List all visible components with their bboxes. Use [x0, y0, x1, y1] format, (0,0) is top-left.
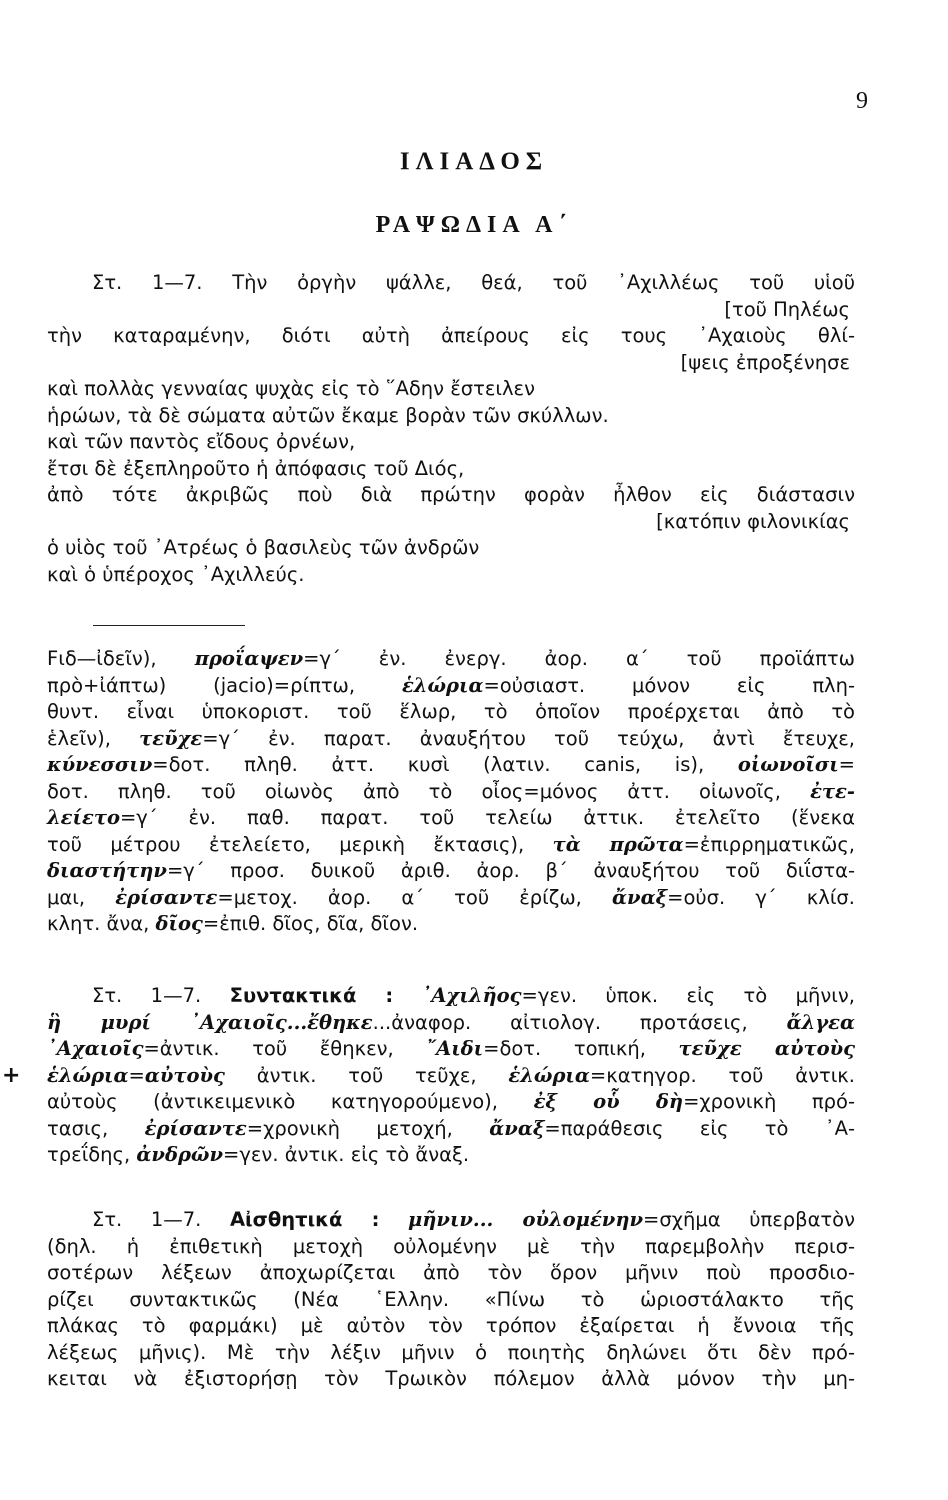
book-title: ΙΛΙΑΔΟΣ [399, 148, 549, 175]
glossary-line: πρὸ+ἰάπτω) (jacio)=ρίπτω, ἑλώρια=οὐσιαστ. μόνον εἰς πλη- [47, 673, 855, 697]
glossary-section [47, 646, 855, 938]
glossary-line: Fιδ—ἰδεῖν), προΐαψεν=γ΄ ἐν. ἐνεργ. ἀορ. α΄ τοῦ προϊάπτω [47, 647, 855, 670]
aesthetic-section [47, 1207, 855, 1393]
translation-line: ὁ υἱὸς τοῦ ᾿Ατρέως ὁ βασιλεὺς τῶν ἀνδρῶν [47, 536, 480, 559]
glossary-line: ἑλεῖν), τεῦχε=γ΄ ἐν. παρατ. ἀναυξήτου τοῦ τεύχω, ἀντὶ ἔτευχε, [47, 726, 856, 750]
translation-line: ἔτσι δὲ ἐξεπληροῦτο ἡ ἀπόφασις τοῦ Διός, [47, 456, 465, 480]
glossary-line: δοτ. πληθ. τοῦ οἰωνὸς ἀπὸ τὸ οἶος=μόνος ἀττ. οἰωνοῖς, ἐτε- [47, 779, 856, 803]
aesthetic-line: πλάκας τὸ φαρμάκι) μὲ αὐτὸν τὸν τρόπον ἐξαίρεται ἡ ἔννοια τῆς [47, 1314, 855, 1337]
aesthetic-line: ρίζει συντακτικῶς (Νέα ῾Ελλην. «Πίνω τὸ ὡριοστάλακτο τῆς [47, 1287, 855, 1311]
translation-section [47, 270, 855, 588]
syntax-line: ἑλώρια=αὐτοὺς ἀντικ. τοῦ τεῦχε, ἑλώρια=κατηγορ. τοῦ ἀντικ. [47, 1063, 855, 1087]
glossary-line: κλητ. ἄνα, δῖος=ἐπιθ. δῖος, δῖα, δῖον. [47, 912, 419, 935]
translation-line: καὶ ὁ ὑπέροχος ᾿Αχιλλεύς. [47, 562, 305, 586]
syntax-section [47, 983, 855, 1169]
glossary-line: τοῦ μέτρου ἐτελείετο, μερικὴ ἔκτασις), τὰ πρῶτα=ἐπιρρηματικῶς, [47, 832, 855, 856]
glossary-line: μαι, ἐρίσαντε=μετοχ. ἀορ. α΄ τοῦ ἐρίζω, ἄναξ=οὐσ. γ΄ κλίσ. [47, 885, 855, 909]
syntax-line: αὐτοὺς (ἀντικειμενικὸ κατηγορούμενο), ἐξ οὗ δὴ=χρονικὴ πρό- [47, 1090, 855, 1113]
rhapsody-title: ΡΑΨΩΔΙΑ Α΄ [375, 212, 573, 238]
section-divider [93, 625, 245, 626]
margin-mark: + [2, 1063, 21, 1088]
translation-line: [ψεις ἐπροξένησε [680, 350, 850, 374]
syntax-line: Στ. 1—7. Συντακτικά : ᾿Αχιλῆος=γεν. ὑποκ. εἰς τὸ μῆνιν, [92, 984, 855, 1007]
translation-line: [τοῦ Πηλέως [724, 297, 850, 321]
syntax-line: τρεΐδης, ἀνδρῶν=γεν. ἀντικ. εἰς τὸ ἄναξ. [47, 1143, 470, 1166]
translation-line: καὶ τῶν παντὸς εἴδους ὀρνέων, [47, 430, 356, 453]
aesthetic-line: λέξεως μῆνις). Μὲ τὴν λέξιν μῆνιν ὁ ποιητὴς δηλώνει ὅτι δὲν πρό- [47, 1340, 855, 1364]
aesthetic-line: Στ. 1—7. Αἰσθητικά : μῆνιν... οὐλομένην=σχῆμα ὑπερβατὸν [92, 1208, 855, 1231]
aesthetic-line: (δηλ. ἡ ἐπιθετικὴ μετοχὴ οὐλομένην μὲ τὴν παρεμβολὴν περισ- [47, 1234, 855, 1258]
translation-line: [κατόπιν φιλονικίας [656, 509, 850, 533]
glossary-line: θυντ. εἶναι ὑποκοριστ. τοῦ ἕλωρ, τὸ ὁποῖον προέρχεται ἀπὸ τὸ [47, 700, 855, 723]
syntax-line: ᾿Αχαιοῖς=ἀντικ. τοῦ ἔθηκεν, ῎Αιδι=δοτ. τοπική, τεῦχε αὐτοὺς [47, 1037, 856, 1060]
translation-line: Στ. 1—7. Τὴν ὀργὴν ψάλλε, θεά, τοῦ ᾿Αχιλλέως τοῦ υἱοῦ [92, 271, 855, 294]
translation-line: ἡρώων, τὰ δὲ σώματα αὐτῶν ἔκαμε βορὰν τῶν σκύλλων. [47, 403, 609, 427]
translation-line: τὴν καταραμένην, διότι αὐτὴ ἀπείρους εἰς τους ᾿Αχαιοὺς θλί- [47, 324, 855, 347]
translation-line: ἀπὸ τότε ἀκριβῶς ποὺ διὰ πρώτην φορὰν ἦλθον εἰς διάστασιν [47, 483, 855, 506]
glossary-line: κύνεσσιν=δοτ. πληθ. ἀττ. κυσὶ (λατιν. canis, is), οἰωνοῖσι= [47, 753, 855, 776]
aesthetic-line: σοτέρων λέξεων ἀποχωρίζεται ἀπὸ τὸν ὅρον μῆνιν ποὺ προσδιο- [47, 1261, 855, 1284]
syntax-line: τασις, ἐρίσαντε=χρονικὴ μετοχή, ἄναξ=παράθεσις εἰς τὸ ᾿Α- [47, 1116, 856, 1140]
glossary-line: λείετο=γ΄ ἐν. παθ. παρατ. τοῦ τελείω ἀττικ. ἐτελεῖτο (ἕνεκα [47, 806, 855, 829]
glossary-line: διαστήτην=γ΄ προσ. δυικοῦ ἀριθ. ἀορ. β΄ ἀναυξήτου τοῦ διΐστα- [47, 859, 855, 882]
aesthetic-line: κειται νὰ ἐξιστορήσῃ τὸν Τρωικὸν πόλεμον ἀλλὰ μόνον τὴν μη- [47, 1367, 855, 1390]
page-number: 9 [856, 88, 868, 114]
syntax-line: ἣ μυρί ᾿Αχαιοῖς...ἔθηκε...ἀναφορ. αἰτιολογ. προτάσεις, ἄλγεα [47, 1010, 855, 1034]
translation-line: καὶ πολλὰς γενναίας ψυχὰς εἰς τὸ ῞Αδην ἔστειλεν [47, 377, 535, 400]
